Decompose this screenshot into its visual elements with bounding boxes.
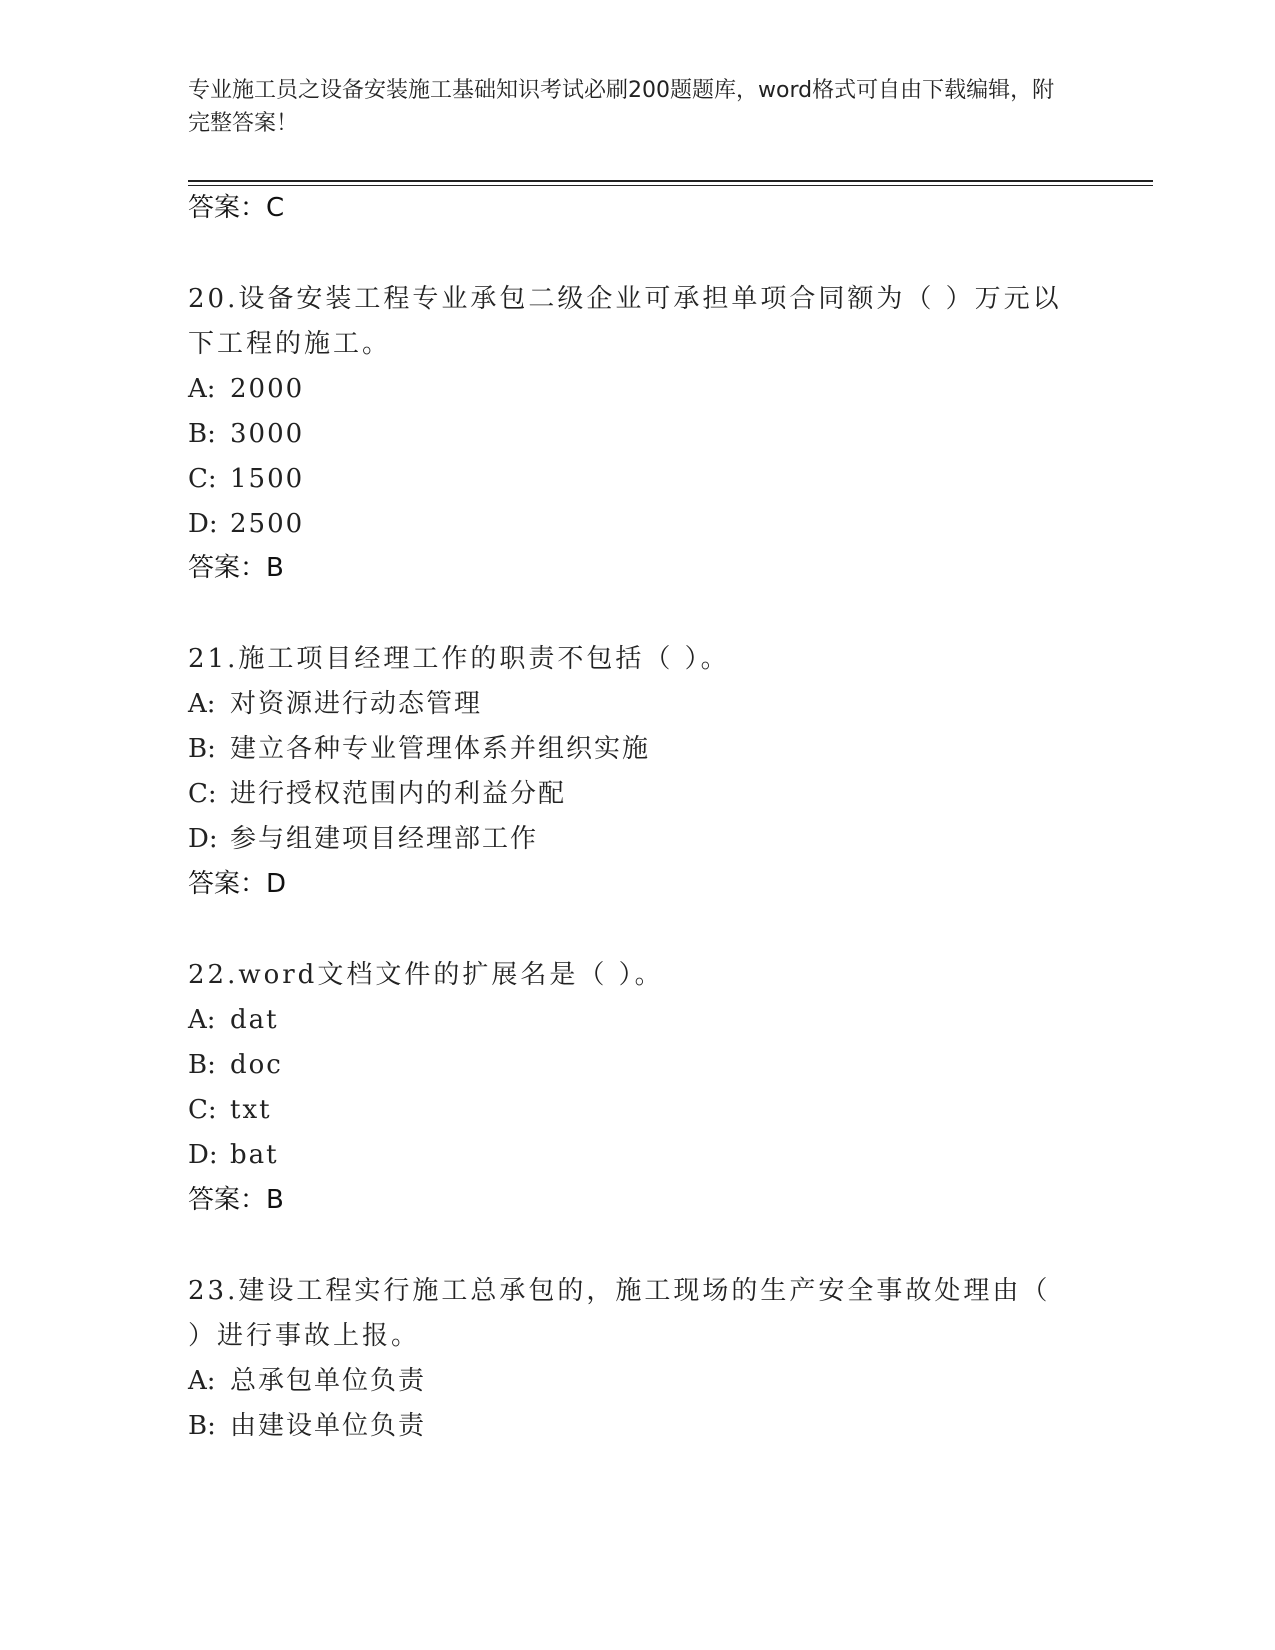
q21-option-b: B: 建立各种专业管理体系并组织实施 [188, 734, 651, 764]
q21-option-a: A: 对资源进行动态管理 [188, 689, 483, 719]
q20-answer: 答案：B [188, 553, 284, 583]
q21-option-c: C: 进行授权范围内的利益分配 [188, 779, 567, 809]
header-divider [188, 180, 1153, 182]
q22-option-b: B: doc [188, 1050, 283, 1080]
q20-option-b: B: 3000 [188, 419, 305, 449]
header-divider-thin [188, 185, 1153, 186]
question-20: 20.设备安装工程专业承包二级企业可承担单项合同额为（ ）万元以下工程的施工。 [188, 284, 1062, 359]
q22-option-d: D: bat [188, 1140, 279, 1170]
page-header: 专业施工员之设备安装施工基础知识考试必刷200题题库，word格式可自由下载编辑，附完整答案！ [188, 78, 1055, 136]
q22-option-a: A: dat [188, 1005, 279, 1035]
q20-option-a: A: 2000 [188, 374, 305, 404]
answer-prev: 答案：C [188, 193, 285, 223]
q22-option-c: C: txt [188, 1095, 272, 1125]
q21-option-d: D: 参与组建项目经理部工作 [188, 824, 539, 854]
q23-option-a: A: 总承包单位负责 [188, 1366, 427, 1396]
question-23: 23.建设工程实行施工总承包的，施工现场的生产安全事故处理由（ ）进行事故上报。 [188, 1276, 1051, 1351]
question-21: 21.施工项目经理工作的职责不包括（ ）。 [188, 644, 730, 674]
q20-option-c: C: 1500 [188, 464, 305, 494]
q22-answer: 答案：B [188, 1185, 284, 1215]
question-22: 22.word文档文件的扩展名是（ ）。 [188, 960, 664, 990]
q21-answer: 答案：D [188, 869, 287, 899]
q23-option-b: B: 由建设单位负责 [188, 1411, 427, 1441]
q20-option-d: D: 2500 [188, 509, 305, 539]
